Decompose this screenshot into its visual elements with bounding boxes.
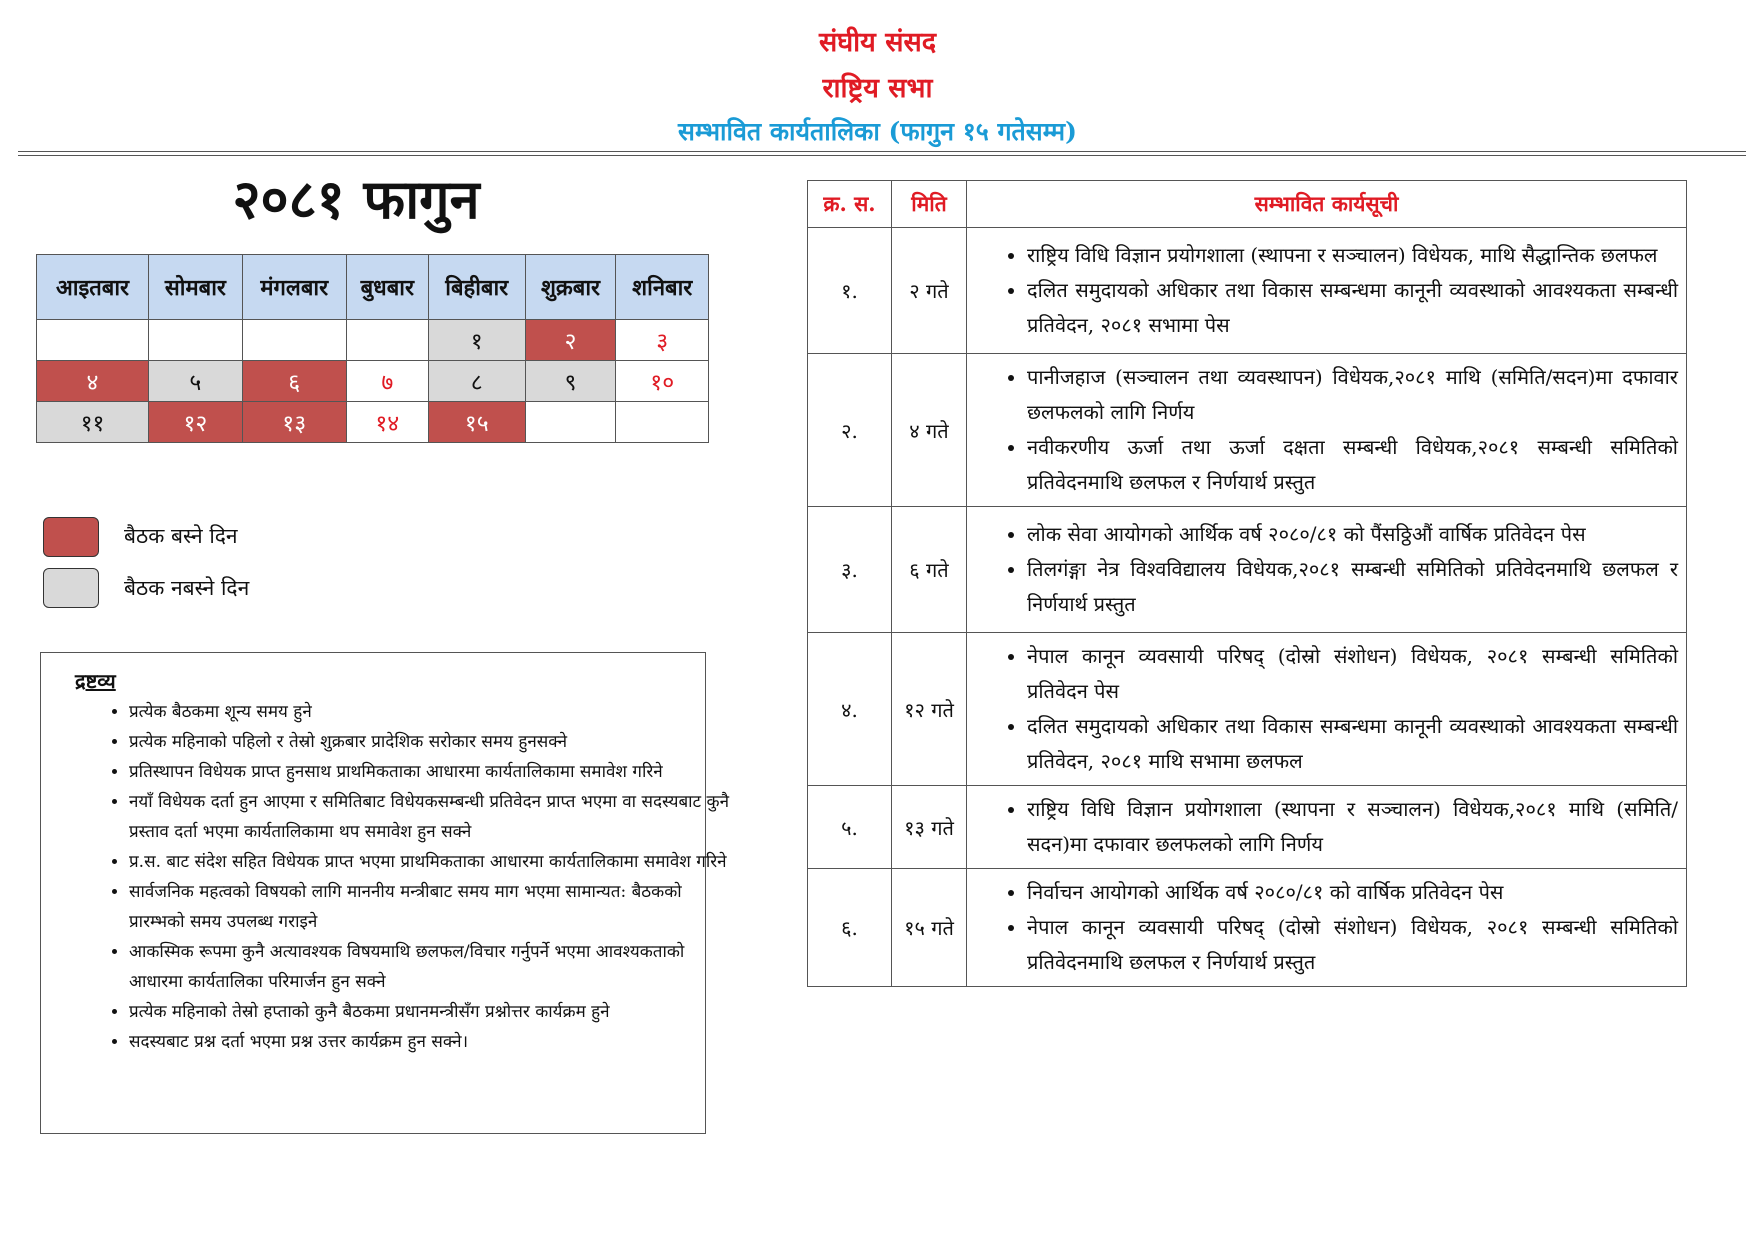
agenda-row [808,354,1687,507]
agenda-row [808,228,1687,354]
calendar-day-cell [149,320,243,361]
schedule-title: सम्भावित कार्यतालिका (फागुन १५ गतेसम्म) [678,117,1077,146]
calendar-day-cell: ९ [525,361,616,402]
agenda-item: • नेपाल कानून व्यवसायी परिषद् (दोस्रो संशोधन) विधेयक, २०८१ सम्बन्धी समितिको प्रतिवेदनमाथि छलफल र निर्णयार्थ प्रस्तुत [1027,910,1678,980]
agenda-items-cell [967,354,1687,507]
calendar-day-cell: २ [525,320,616,361]
calendar-day-cell: ३ [616,320,709,361]
calendar-day-cell: ८ [428,361,525,402]
agenda-serial: १. [808,228,892,354]
agenda-date: २ गते [892,228,967,354]
agenda-serial: ४. [808,633,892,786]
agenda-items-list [967,360,1678,500]
legend-meeting-label: बैठक बस्ने दिन [124,524,238,548]
calendar-day-cell: ६ [242,361,346,402]
calendar-day-cell: ४ [37,361,149,402]
calendar-day-cell [525,402,616,443]
calendar-week-row [37,320,709,361]
agenda-row [808,869,1687,987]
agenda-items-cell [967,507,1687,633]
calendar-day-cell: ५ [149,361,243,402]
calendar-body [37,320,709,443]
items-header: सम्भावित कार्यसूची [967,181,1687,228]
national-assembly-title: राष्ट्रिय सभा [822,73,933,104]
notes-box [40,652,730,1134]
calendar-day-cell: १३ [242,402,346,443]
legend-no-meeting-label: बैठक नबस्ने दिन [124,576,250,600]
agenda-item: • निर्वाचन आयोगको आर्थिक वर्ष २०८०/८१ को वार्षिक प्रतिवेदन पेस [1027,875,1678,910]
agenda-items-cell [967,869,1687,987]
calendar-day-cell: १० [616,361,709,402]
agenda-item: • नवीकरणीय ऊर्जा तथा ऊर्जा दक्षता सम्बन्धी विधेयक,२०८१ सम्बन्धी समितिको प्रतिवेदनमाथि छलफल र निर्णयार्थ प्रस्तुत [1027,430,1678,500]
header-divider [18,155,1746,156]
calendar-day-cell: ११ [37,402,149,443]
agenda-serial: ६. [808,869,892,987]
agenda-item: • पानीजहाज (सञ्चालन तथा व्यवस्थापन) विधेयक,२०८१ माथि (समिति/सदन)मा दफावार छलफलको लागि निर्णय [1027,360,1678,430]
calendar-day-cell: १५ [428,402,525,443]
day-header: सोमबार [149,255,243,320]
calendar-day-cell: ७ [346,361,428,402]
calendar-day-cell [242,320,346,361]
agenda-serial: २. [808,354,892,507]
agenda-serial: ५. [808,786,892,869]
agenda-items-list [967,792,1678,862]
agenda-date: ६ गते [892,507,967,633]
note-item: • प्र.स. बाट संदेश सहित विधेयक प्राप्त भएमा प्राथमिकताका आधारमा कार्यतालिकामा समावेश गरिने [129,847,733,877]
notes-title: द्रष्टव्य [75,669,116,693]
calendar-day-cell [616,402,709,443]
agenda-items-list [967,517,1678,622]
agenda-row [808,786,1687,869]
calendar-day-cell [37,320,149,361]
agenda-date: १२ गते [892,633,967,786]
agenda-table [807,180,1687,987]
agenda-item: • राष्ट्रिय विधि विज्ञान प्रयोगशाला (स्थापना र सञ्चालन) विधेयक,२०८१ माथि (समिति/सदन)मा दफावार छलफलको लागि निर्णय [1027,792,1678,862]
day-header: शनिबार [616,255,709,320]
agenda-item: • राष्ट्रिय विधि विज्ञान प्रयोगशाला (स्थापना र सञ्चालन) विधेयक, माथि सैद्धान्तिक छलफल [1027,238,1678,273]
agenda-serial: ३. [808,507,892,633]
note-item: • प्रत्येक महिनाको तेस्रो हप्ताको कुनै बैठकमा प्रधानमन्त्रीसँग प्रश्नोत्तर कार्यक्रम हुने [129,997,733,1027]
header-divider [18,151,1746,152]
date-header: मिति [892,181,967,228]
agenda-row [808,633,1687,786]
agenda-item: • नेपाल कानून व्यवसायी परिषद् (दोस्रो संशोधन) विधेयक, २०८१ सम्बन्धी समितिको प्रतिवेदन पेस [1027,639,1678,709]
note-item: • आकस्मिक रूपमा कुनै अत्यावश्यक विषयमाथि छलफल/विचार गर्नुपर्ने भएमा आवश्यकताको आधारमा कार्यतालिका परिमार्जन हुन सक्ने [129,937,733,997]
calendar-week-row [37,402,709,443]
day-header: शुक्रबार [525,255,616,320]
note-item: • प्रत्येक बैठकमा शून्य समय हुने [129,697,733,727]
agenda-row [808,507,1687,633]
agenda-items-list [967,639,1678,779]
legend-meeting-swatch [43,517,99,557]
note-item: • सार्वजनिक महत्वको विषयको लागि माननीय मन्त्रीबाट समय माग भएमा सामान्यत: बैठकको प्रारम्भको समय उपलब्ध गराइने [129,877,733,937]
day-header: मंगलबार [242,255,346,320]
serial-header: क्र. स. [808,181,892,228]
agenda-date: १५ गते [892,869,967,987]
notes-list [91,697,733,1057]
agenda-date: १३ गते [892,786,967,869]
agenda-items-list [967,238,1678,343]
note-item: • सदस्यबाट प्रश्न दर्ता भएमा प्रश्न उत्तर कार्यक्रम हुन सक्ने। [129,1027,733,1057]
calendar-day-cell [346,320,428,361]
agenda-items-list [967,875,1678,980]
day-header: बिहीबार [428,255,525,320]
day-header: आइतबार [37,255,149,320]
calendar-day-cell: १ [428,320,525,361]
note-item: • नयाँ विधेयक दर्ता हुन आएमा र समितिबाट विधेयकसम्बन्धी प्रतिवेदन प्राप्त भएमा वा सदस्यबाट कुनै प्रस्ताव दर्ता भएमा कार्यतालिकामा थप समावेश हुन सक्ने [129,787,733,847]
legend-no-meeting-swatch [43,568,99,608]
agenda-date: ४ गते [892,354,967,507]
agenda-header-row [808,181,1687,228]
agenda-items-cell [967,633,1687,786]
calendar-day-cell: १४ [346,402,428,443]
agenda-item: • तिलगंङ्गा नेत्र विश्वविद्यालय विधेयक,२०८१ सम्बन्धी समितिको प्रतिवेदनमाथि छलफल र निर्णयार्थ प्रस्तुत [1027,552,1678,622]
agenda-items-cell [967,786,1687,869]
parliament-title: संघीय संसद [818,27,937,58]
agenda-items-cell [967,228,1687,354]
agenda-item: • लोक सेवा आयोगको आर्थिक वर्ष २०८०/८१ को पैंसठ्ठिऔं वार्षिक प्रतिवेदन पेस [1027,517,1678,552]
day-header: बुधबार [346,255,428,320]
note-item: • प्रत्येक महिनाको पहिलो र तेस्रो शुक्रबार प्रादेशिक सरोकार समय हुनसक्ने [129,727,733,757]
note-item: • प्रतिस्थापन विधेयक प्राप्त हुनसाथ प्राथमिकताका आधारमा कार्यतालिकामा समावेश गरिने [129,757,733,787]
calendar-month-title: २०८१ फागुन [232,167,480,231]
agenda-body [808,228,1687,987]
calendar-header-row [37,255,709,320]
agenda-item: • दलित समुदायको अधिकार तथा विकास सम्बन्धमा कानूनी व्यवस्थाको आवश्यकता सम्बन्धी प्रतिवेदन, २०८१ सभामा पेस [1027,273,1678,343]
calendar-day-cell: १२ [149,402,243,443]
calendar-table [36,254,709,443]
agenda-item: • दलित समुदायको अधिकार तथा विकास सम्बन्धमा कानूनी व्यवस्थाको आवश्यकता सम्बन्धी प्रतिवेदन, २०८१ माथि सभामा छलफल [1027,709,1678,779]
calendar-week-row [37,361,709,402]
